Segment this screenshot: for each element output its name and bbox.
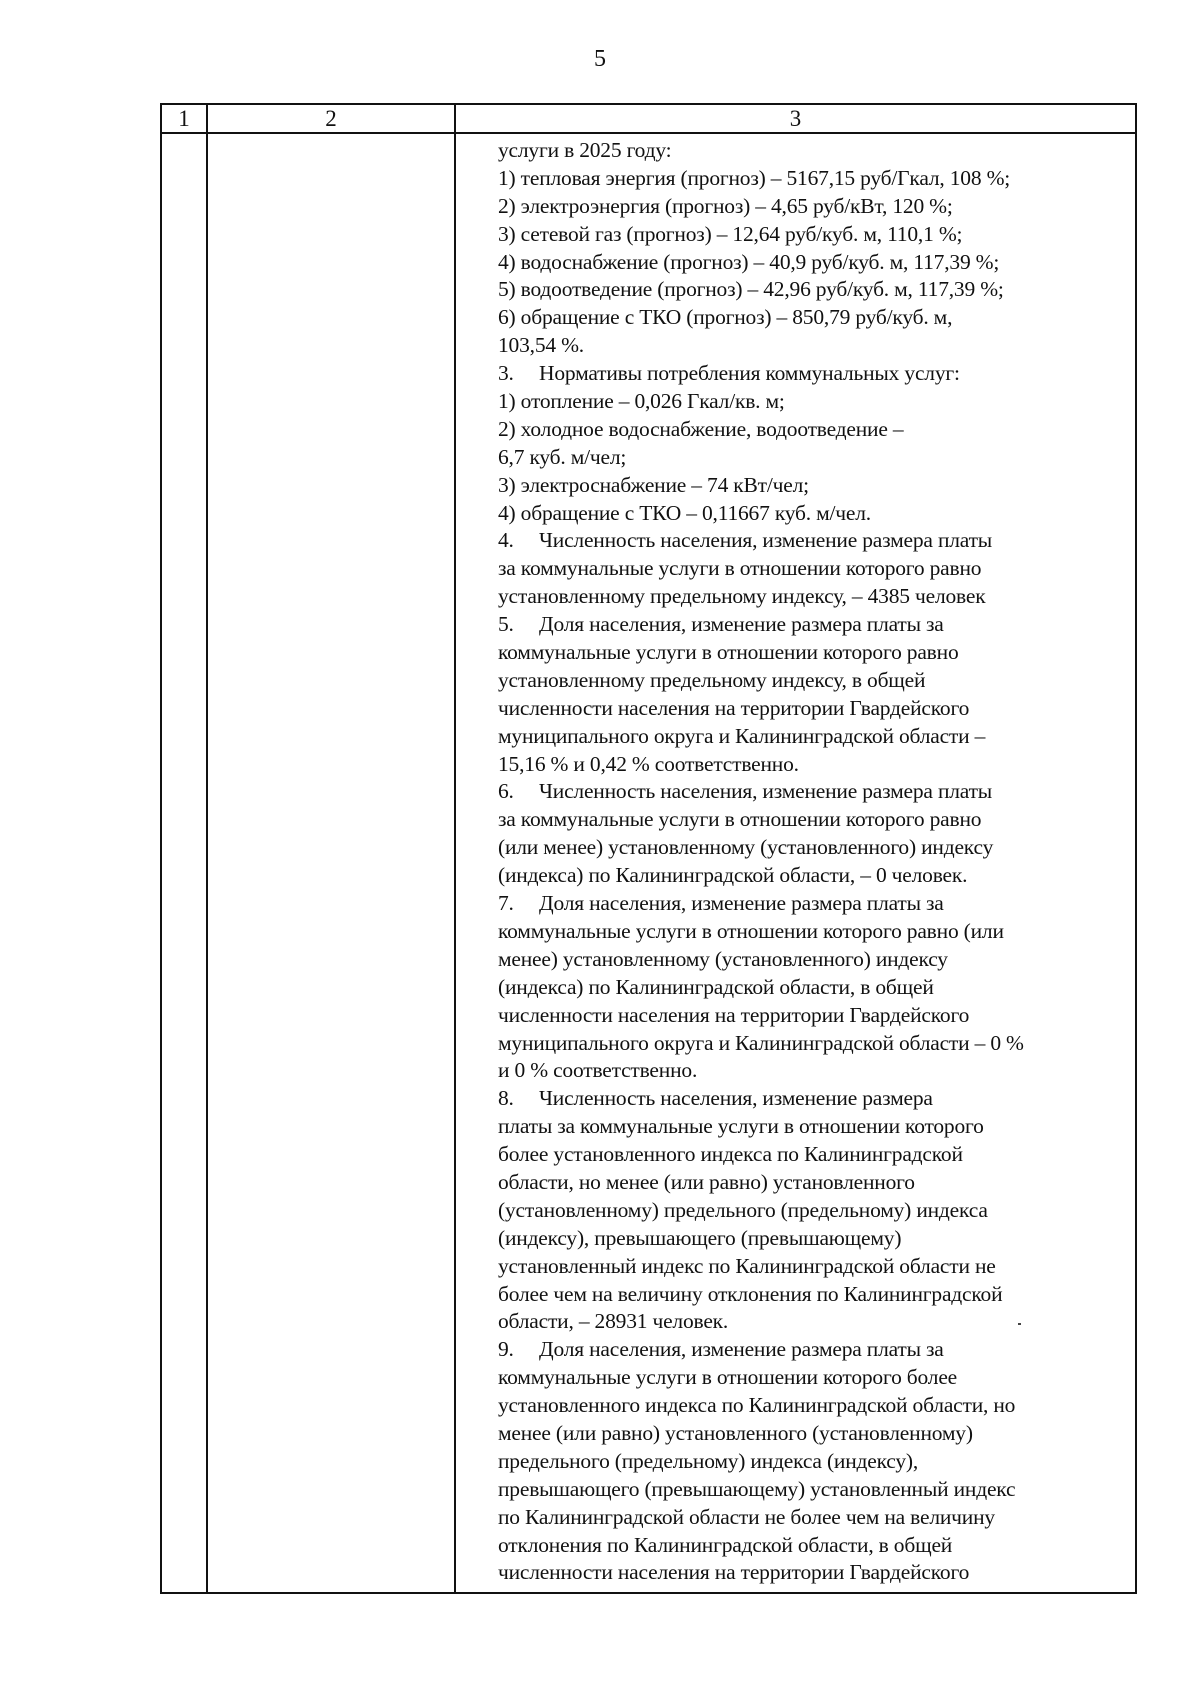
- line-text: 15,16 % и 0,42 % соответственно.: [498, 751, 799, 776]
- text-line: [498, 695, 1118, 723]
- column-3-cell-text: [498, 137, 1118, 1587]
- line-text: 2) холодное водоснабжение, водоотведение –: [498, 416, 904, 441]
- text-line: [498, 137, 1118, 165]
- line-text: 6,7 куб. м/чел;: [498, 444, 627, 469]
- text-line: [498, 555, 1118, 583]
- text-line: [498, 1225, 1118, 1253]
- line-text: 2) электроэнергия (прогноз) – 4,65 руб/кВт, 120 %;: [498, 193, 953, 218]
- line-text: 6) обращение с ТКО (прогноз) – 850,79 руб/куб. м,: [498, 305, 953, 330]
- paragraph-number: 4.: [498, 528, 514, 553]
- line-text: за коммунальные услуги в отношении которого равно: [498, 556, 982, 581]
- line-text: платы за коммунальные услуги в отношении которого: [498, 1114, 984, 1139]
- line-text: Численность населения, изменение размера платы: [539, 779, 993, 804]
- text-line: [498, 667, 1118, 695]
- paragraph-number: 5.: [498, 612, 514, 637]
- paragraph-number: 6.: [498, 779, 514, 804]
- line-text: установленный индекс по Калининградской области не: [498, 1253, 996, 1278]
- text-line: [498, 834, 1118, 862]
- text-line: [498, 500, 1118, 528]
- text-line: [498, 1308, 1118, 1336]
- line-text: 5) водоотведение (прогноз) – 42,96 руб/куб. м, 117,39 %;: [498, 277, 1004, 302]
- numbered-paragraph-line: [498, 611, 1118, 639]
- text-line: [498, 1197, 1118, 1225]
- page-number: 5: [594, 46, 606, 72]
- line-text: 1) тепловая энергия (прогноз) – 5167,15 руб/Гкал, 108 %;: [498, 165, 1011, 190]
- text-line: [498, 1030, 1118, 1058]
- line-text: Численность населения, изменение размера платы: [539, 528, 993, 553]
- text-line: [498, 862, 1118, 890]
- line-text: (индекса) по Калининградской области, – 0 человек.: [498, 863, 968, 888]
- paragraph-number: 7.: [498, 891, 514, 916]
- line-text: превышающего (превышающему) установленный индекс: [498, 1476, 1016, 1501]
- numbered-paragraph-line: [498, 890, 1118, 918]
- document-table: [160, 103, 1137, 1594]
- column-divider-1: [206, 105, 208, 1592]
- text-line: [498, 723, 1118, 751]
- text-line: [498, 332, 1118, 360]
- text-line: [498, 806, 1118, 834]
- column-divider-2: [454, 105, 456, 1592]
- line-text: более чем на величину отклонения по Калининградской: [498, 1281, 1003, 1306]
- text-line: [498, 276, 1118, 304]
- line-text: (индекса) по Калининградской области, в общей: [498, 974, 934, 999]
- line-text: установленного индекса по Калининградской области, но: [498, 1393, 1016, 1418]
- line-text: установленному предельному индексу, – 4385 человек: [498, 584, 986, 609]
- line-text: коммунальные услуги в отношении которого равно (или: [498, 918, 1004, 943]
- line-text: Нормативы потребления коммунальных услуг:: [539, 361, 960, 386]
- line-text: менее) установленному (установленного) индексу: [498, 946, 948, 971]
- paragraph-number: 9.: [498, 1337, 514, 1362]
- numbered-paragraph-line: [498, 1085, 1118, 1113]
- line-text: установленному предельному индексу, в общей: [498, 667, 926, 692]
- line-text: 3) сетевой газ (прогноз) – 12,64 руб/куб. м, 110,1 %;: [498, 221, 963, 246]
- line-text: более установленного индекса по Калининградской: [498, 1142, 963, 1167]
- line-text: Доля населения, изменение размера платы за: [539, 891, 944, 916]
- text-line: [498, 165, 1118, 193]
- column-header-1: 1: [178, 106, 190, 131]
- table-header-row: [162, 105, 1135, 134]
- text-line: [498, 1002, 1118, 1030]
- text-line: [498, 1532, 1118, 1560]
- line-text: области, – 28931 человек.: [498, 1309, 729, 1334]
- text-line: [498, 918, 1118, 946]
- text-line: [498, 1113, 1118, 1141]
- line-text: численности населения на территории Гвардейского: [498, 695, 970, 720]
- line-text: муниципального округа и Калининградской области – 0 %: [498, 1030, 1024, 1055]
- text-line: [498, 1253, 1118, 1281]
- line-text: 4) обращение с ТКО – 0,11667 куб. м/чел.: [498, 500, 871, 525]
- text-line: [498, 444, 1118, 472]
- line-text: (индексу), превышающего (превышающему): [498, 1225, 902, 1250]
- numbered-paragraph-line: [498, 360, 1118, 388]
- text-line: [498, 1169, 1118, 1197]
- line-text: Доля населения, изменение размера платы за: [539, 1337, 944, 1362]
- line-text: Доля населения, изменение размера платы за: [539, 612, 944, 637]
- line-text: коммунальные услуги в отношении которого равно: [498, 640, 959, 665]
- line-text: предельного (предельному) индекса (индексу),: [498, 1448, 919, 1473]
- line-text: области, но менее (или равно) установленного: [498, 1169, 915, 1194]
- numbered-paragraph-line: [498, 1336, 1118, 1364]
- text-line: [498, 1420, 1118, 1448]
- text-line: [498, 974, 1118, 1002]
- scan-speck: [1018, 1323, 1021, 1325]
- paragraph-number: 3.: [498, 361, 514, 386]
- text-line: [498, 1448, 1118, 1476]
- text-line: [498, 639, 1118, 667]
- text-line: [498, 416, 1118, 444]
- line-text: (установленному) предельного (предельному) индекса: [498, 1197, 988, 1222]
- text-line: [498, 388, 1118, 416]
- column-header-3: 3: [789, 106, 802, 131]
- line-text: отклонения по Калининградской области, в общей: [498, 1532, 953, 1557]
- line-text: услуги в 2025 году:: [498, 138, 672, 162]
- line-text: 103,54 %.: [498, 333, 584, 358]
- line-text: 4) водоснабжение (прогноз) – 40,9 руб/куб. м, 117,39 %;: [498, 249, 1000, 274]
- column-header-2: 2: [325, 106, 337, 131]
- text-line: [498, 1364, 1118, 1392]
- line-text: менее (или равно) установленного (установленному): [498, 1420, 973, 1445]
- text-line: [498, 249, 1118, 277]
- text-line: [498, 1392, 1118, 1420]
- text-line: [498, 583, 1118, 611]
- line-text: 3) электроснабжение – 74 кВт/чел;: [498, 472, 809, 497]
- text-line: [498, 221, 1118, 249]
- line-text: и 0 % соответственно.: [498, 1058, 698, 1083]
- text-line: [498, 751, 1118, 779]
- line-text: численности населения на территории Гвардейского: [498, 1560, 970, 1585]
- text-line: [498, 946, 1118, 974]
- line-text: по Калининградской области не более чем на величину: [498, 1504, 995, 1529]
- text-line: [498, 472, 1118, 500]
- numbered-paragraph-line: [498, 527, 1118, 555]
- line-text: муниципального округа и Калининградской области –: [498, 723, 986, 748]
- line-text: за коммунальные услуги в отношении которого равно: [498, 807, 982, 832]
- line-text: (или менее) установленному (установленного) индексу: [498, 835, 994, 860]
- text-line: [498, 1141, 1118, 1169]
- text-line: [498, 1559, 1118, 1587]
- paragraph-number: 8.: [498, 1086, 514, 1111]
- text-line: [498, 304, 1118, 332]
- line-text: численности населения на территории Гвардейского: [498, 1002, 970, 1027]
- text-line: [498, 1504, 1118, 1532]
- text-line: [498, 1057, 1118, 1085]
- line-text: 1) отопление – 0,026 Гкал/кв. м;: [498, 389, 785, 414]
- text-line: [498, 193, 1118, 221]
- text-line: [498, 1476, 1118, 1504]
- line-text: Численность населения, изменение размера: [539, 1086, 933, 1111]
- text-line: [498, 1281, 1118, 1309]
- line-text: коммунальные услуги в отношении которого более: [498, 1365, 958, 1390]
- numbered-paragraph-line: [498, 778, 1118, 806]
